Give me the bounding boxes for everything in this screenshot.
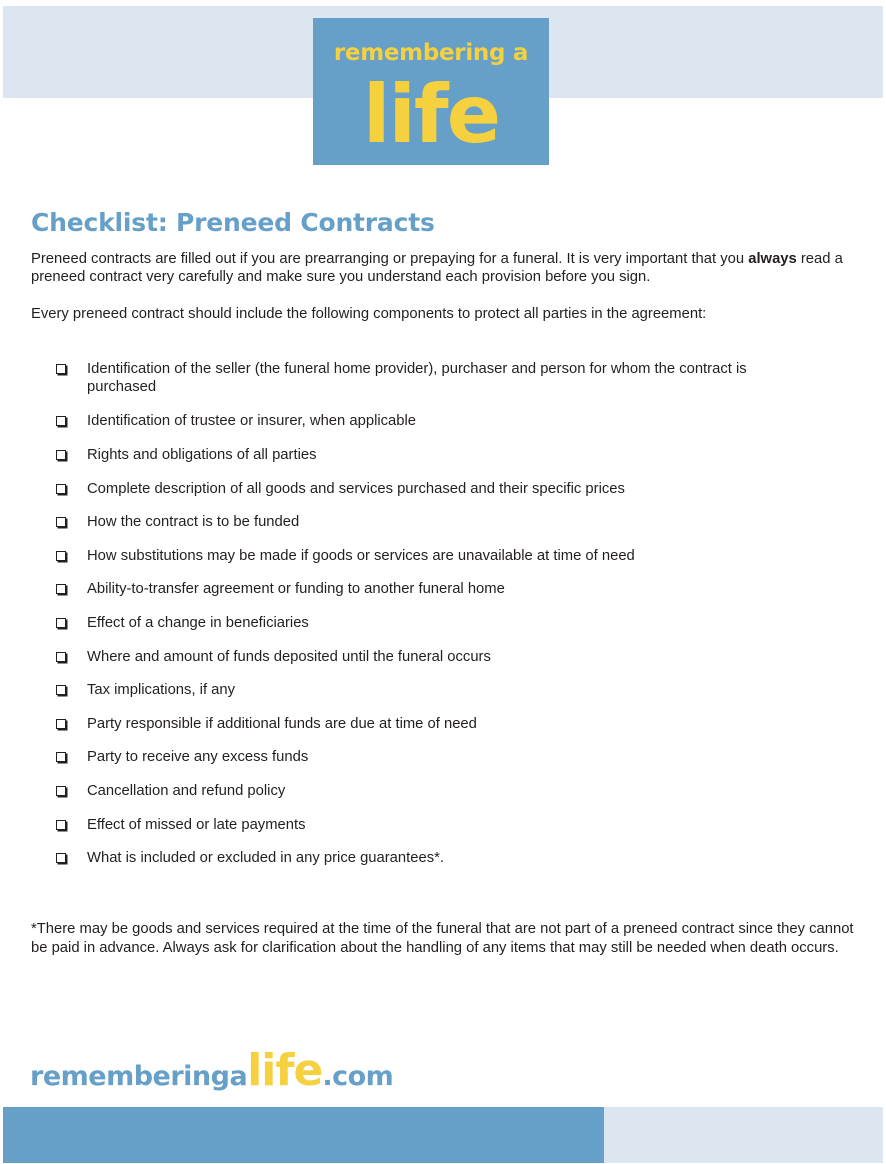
- checklist-item-text: What is included or excluded in any price guarantees*.: [87, 850, 444, 866]
- checklist-item[interactable]: [56, 748, 796, 766]
- checklist-item-text: Effect of a change in beneficiaries: [87, 615, 309, 631]
- checkbox-icon[interactable]: [56, 752, 66, 762]
- checkbox-icon[interactable]: [56, 584, 66, 594]
- checkbox-icon[interactable]: [56, 719, 66, 729]
- checklist-item[interactable]: [56, 480, 796, 498]
- intro-text-end: read a preneed contract very carefully and make sure you understand each provision before you sign.: [31, 251, 843, 285]
- intro-paragraph: [31, 250, 861, 286]
- checklist-item[interactable]: [56, 446, 796, 464]
- checklist-item[interactable]: [56, 580, 796, 598]
- footer-band-light: [604, 1107, 883, 1163]
- checklist-item[interactable]: [56, 360, 796, 396]
- checklist-item-text: Effect of missed or late payments: [87, 817, 306, 833]
- checkbox-icon[interactable]: [56, 551, 66, 561]
- url-part-2: life: [247, 1045, 323, 1096]
- website-url[interactable]: [30, 1045, 393, 1096]
- footer-band-dark: [3, 1107, 604, 1163]
- checklist-item[interactable]: [56, 782, 796, 800]
- brand-logo: [313, 18, 549, 165]
- checklist-item-text: Where and amount of funds deposited until the funeral occurs: [87, 649, 491, 665]
- checkbox-icon[interactable]: [56, 484, 66, 494]
- checklist-item-text: Identification of the seller (the funeral home provider), purchaser and person for whom the contract is purchased: [87, 361, 747, 395]
- checklist-item[interactable]: [56, 816, 796, 834]
- checkbox-icon[interactable]: [56, 517, 66, 527]
- page-title: Checklist: Preneed Contracts: [31, 208, 435, 237]
- checklist-item[interactable]: [56, 547, 796, 565]
- checklist-item[interactable]: [56, 412, 796, 430]
- checklist-item[interactable]: [56, 715, 796, 733]
- checklist-item-text: Tax implications, if any: [87, 682, 236, 698]
- checkbox-icon[interactable]: [56, 853, 66, 863]
- checkbox-icon[interactable]: [56, 685, 66, 695]
- checkbox-icon[interactable]: [56, 820, 66, 830]
- checklist-item[interactable]: [56, 614, 796, 632]
- checkbox-icon[interactable]: [56, 450, 66, 460]
- checklist-item-text: How the contract is to be funded: [87, 514, 300, 530]
- logo-line-2: life: [363, 68, 499, 161]
- checkbox-icon[interactable]: [56, 416, 66, 426]
- lead-paragraph: Every preneed contract should include the following components to protect all parties in the agreement:: [31, 306, 707, 322]
- checklist-item-text: Party to receive any excess funds: [87, 749, 309, 765]
- checklist-item[interactable]: [56, 681, 796, 699]
- checklist-item-text: How substitutions may be made if goods or services are unavailable at time of need: [87, 548, 635, 564]
- checklist-item[interactable]: [56, 513, 796, 531]
- checklist-item-text: Cancellation and refund policy: [87, 783, 286, 799]
- checkbox-icon[interactable]: [56, 618, 66, 628]
- checklist-item-text: Rights and obligations of all parties: [87, 447, 317, 463]
- checklist-item[interactable]: [56, 648, 796, 666]
- checklist-item-text: Ability-to-transfer agreement or funding to another funeral home: [87, 581, 505, 597]
- checkbox-icon[interactable]: [56, 652, 66, 662]
- checklist-item[interactable]: [56, 849, 796, 867]
- checkbox-icon[interactable]: [56, 364, 66, 374]
- logo-line-1: remembering a: [333, 40, 529, 66]
- intro-text-start: Preneed contracts are filled out if you are prearranging or prepaying for a funeral. It is very important that you: [31, 251, 749, 267]
- checklist-item-text: Party responsible if additional funds are due at time of need: [87, 716, 477, 732]
- url-part-3: .com: [322, 1061, 394, 1092]
- url-part-1: rememberinga: [30, 1061, 248, 1092]
- intro-emphasis: always: [748, 251, 797, 267]
- checklist-item-text: Complete description of all goods and services purchased and their specific prices: [87, 481, 625, 497]
- checklist-item-text: Identification of trustee or insurer, when applicable: [87, 413, 417, 429]
- footnote: *There may be goods and services required at the time of the funeral that are not part of a preneed contract since they cannot be paid in advance. Always ask for clarification about the handling of any items that may still be needed when death occurs.: [31, 921, 854, 956]
- checkbox-icon[interactable]: [56, 786, 66, 796]
